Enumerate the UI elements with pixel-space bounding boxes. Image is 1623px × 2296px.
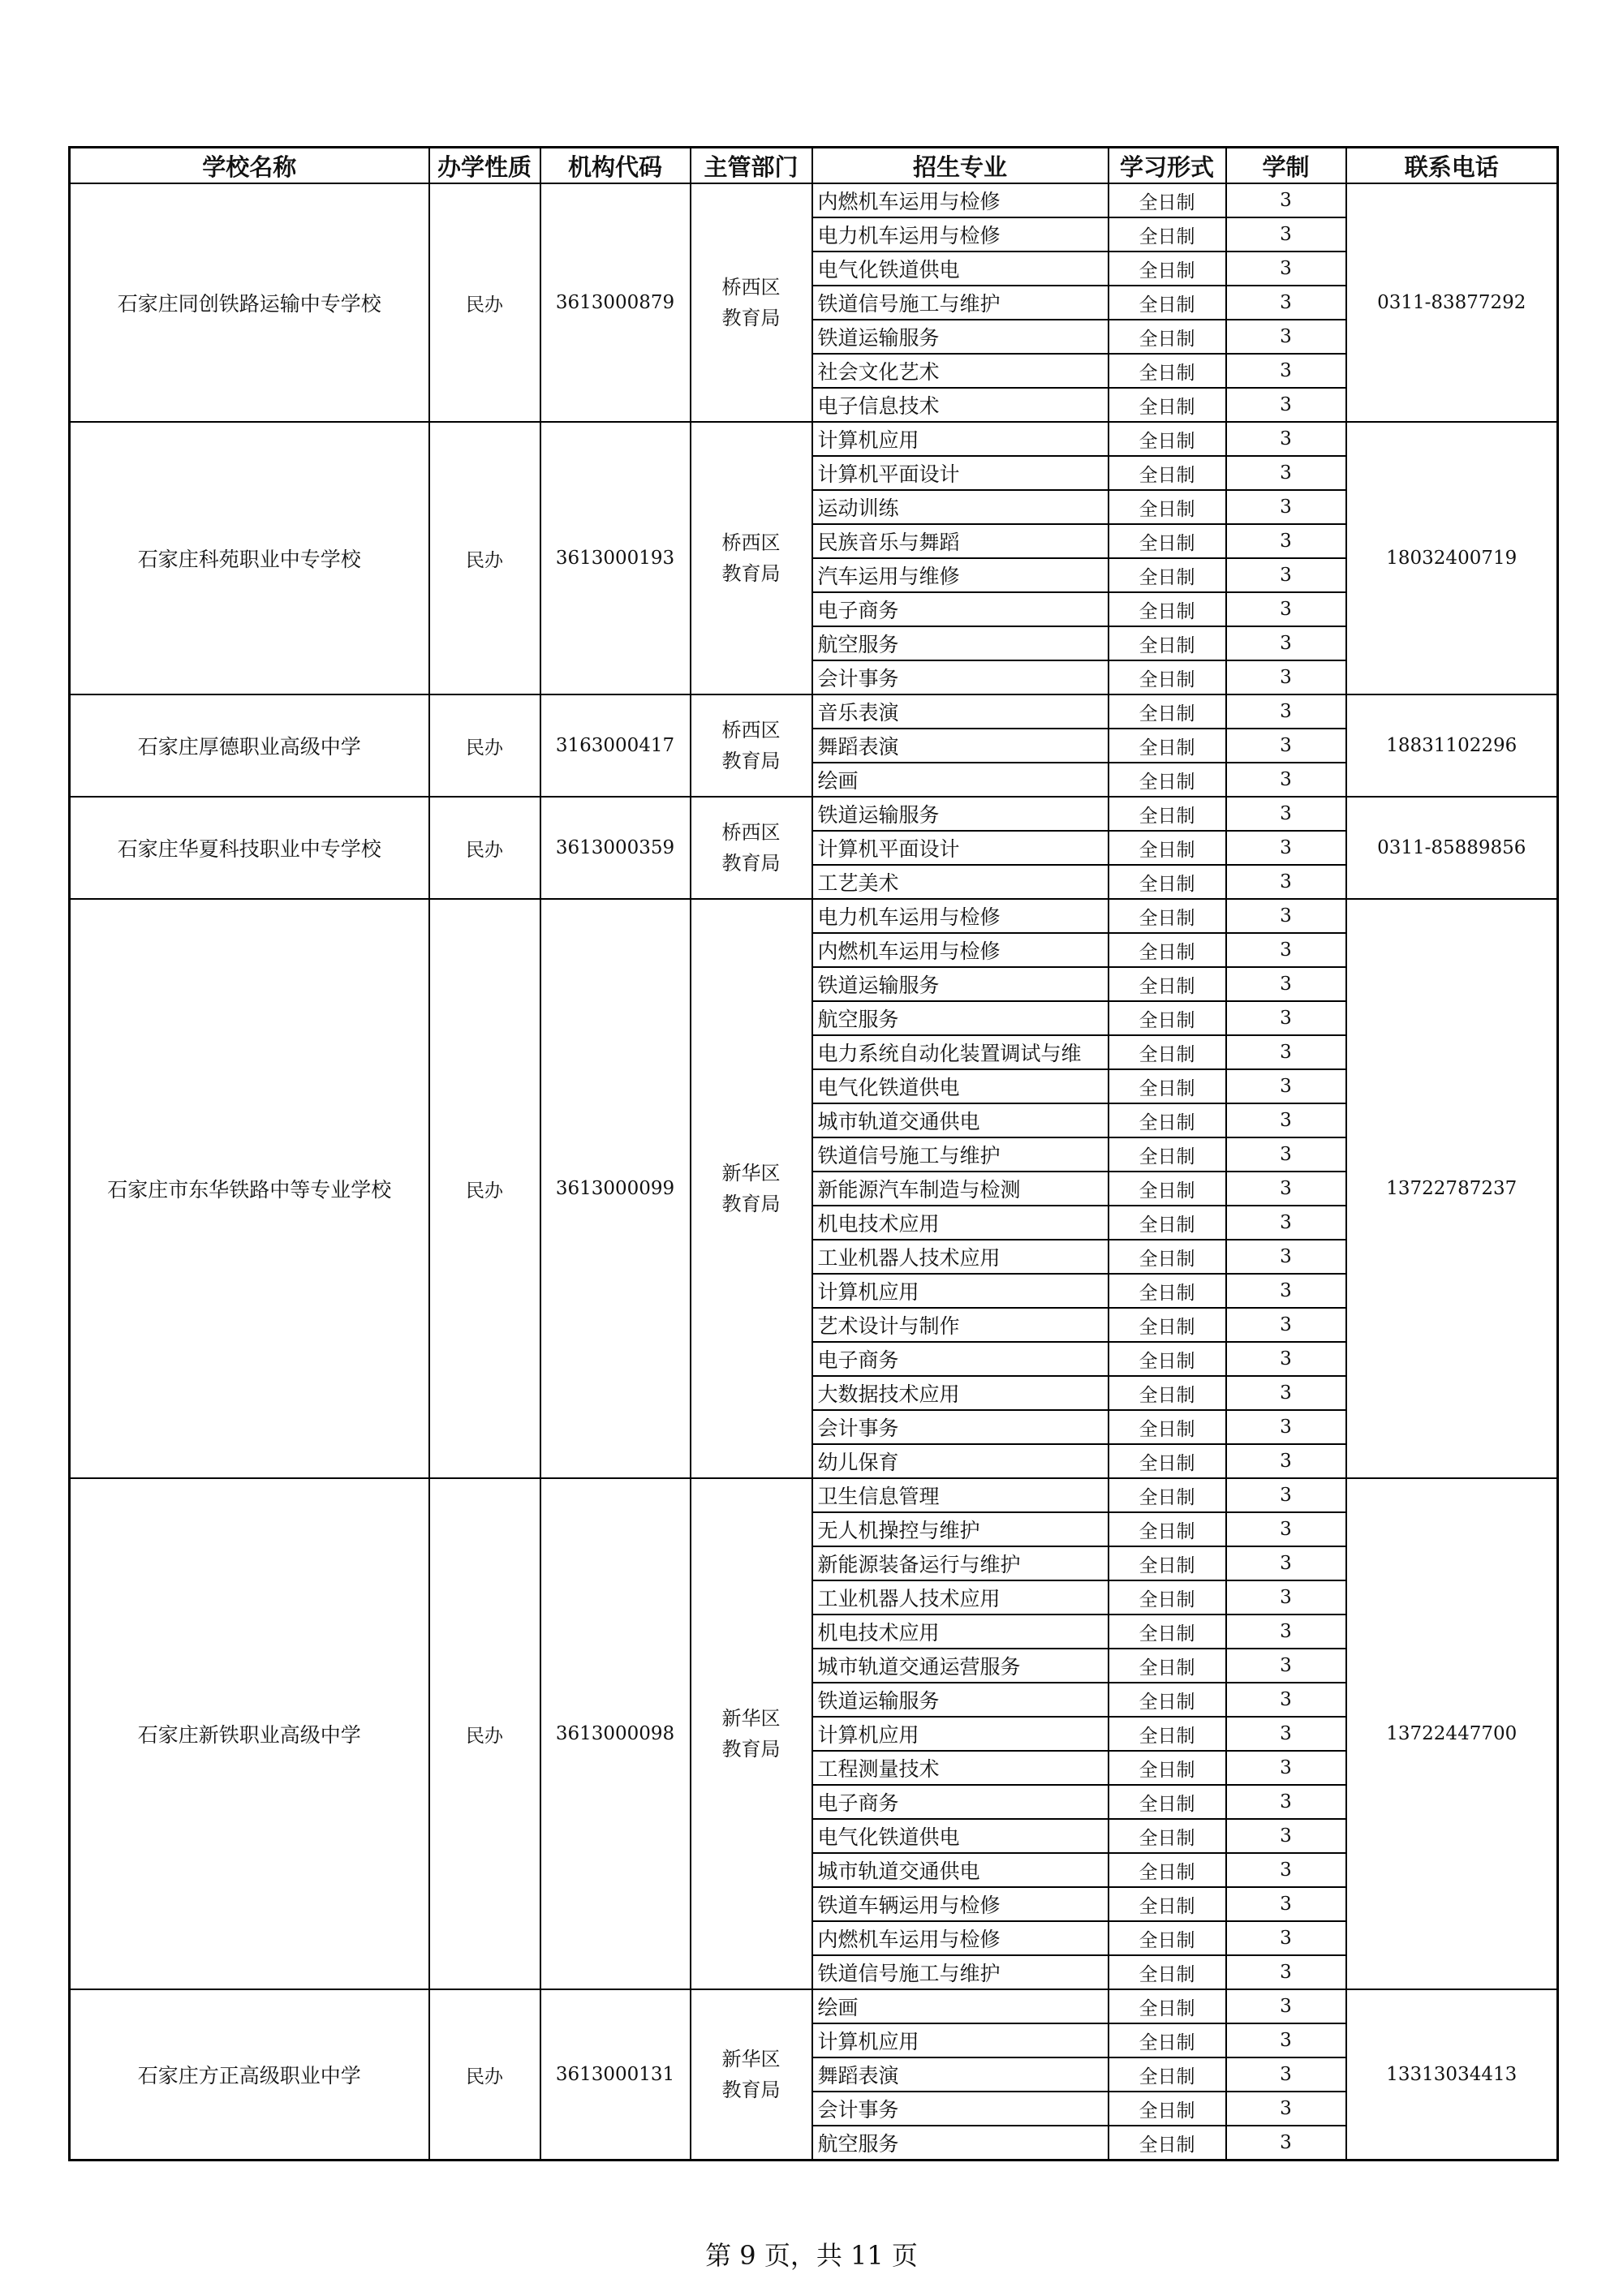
form-cell: 全日制 (1109, 217, 1226, 252)
years-cell: 3 (1226, 1921, 1346, 1955)
major-cell: 城市轨道交通供电 (812, 1103, 1109, 1137)
form-cell: 全日制 (1109, 1172, 1226, 1206)
school-name-cell: 石家庄科苑职业中专学校 (70, 422, 429, 694)
enrollment-table (68, 146, 1559, 2161)
school-name-cell: 石家庄同创铁路运输中专学校 (70, 183, 429, 422)
form-cell: 全日制 (1109, 865, 1226, 899)
years-cell: 3 (1226, 592, 1346, 626)
years-cell: 3 (1226, 1308, 1346, 1342)
years-cell: 3 (1226, 933, 1346, 967)
years-cell: 3 (1226, 320, 1346, 354)
years-cell: 3 (1226, 1035, 1346, 1069)
major-cell: 会计事务 (812, 2092, 1109, 2126)
years-cell: 3 (1226, 1069, 1346, 1103)
form-cell: 全日制 (1109, 558, 1226, 592)
form-cell: 全日制 (1109, 967, 1226, 1001)
major-cell: 电力系统自动化装置调试与维 (812, 1035, 1109, 1069)
years-cell: 3 (1226, 1785, 1346, 1819)
form-cell: 全日制 (1109, 2057, 1226, 2092)
nature-cell: 民办 (429, 899, 540, 1478)
years-cell: 3 (1226, 490, 1346, 524)
major-cell: 工业机器人技术应用 (812, 1240, 1109, 1274)
years-cell: 3 (1226, 831, 1346, 865)
years-cell: 3 (1226, 1410, 1346, 1444)
form-cell: 全日制 (1109, 831, 1226, 865)
years-cell: 3 (1226, 1887, 1346, 1921)
phone-cell: 0311-83877292 (1346, 183, 1558, 422)
years-cell: 3 (1226, 2126, 1346, 2161)
major-cell: 电力机车运用与检修 (812, 899, 1109, 933)
form-cell: 全日制 (1109, 2126, 1226, 2161)
form-cell: 全日制 (1109, 286, 1226, 320)
major-cell: 铁道信号施工与维护 (812, 1955, 1109, 1989)
major-cell: 机电技术应用 (812, 1615, 1109, 1649)
years-cell: 3 (1226, 1172, 1346, 1206)
table-row (70, 1989, 1558, 2023)
phone-cell: 18831102296 (1346, 694, 1558, 797)
major-cell: 计算机应用 (812, 1717, 1109, 1751)
code-cell: 3613000098 (540, 1478, 691, 1989)
major-cell: 航空服务 (812, 1001, 1109, 1035)
years-cell: 3 (1226, 422, 1346, 456)
major-cell: 计算机应用 (812, 2023, 1109, 2057)
dept-cell: 桥西区 教育局 (691, 183, 812, 422)
years-cell: 3 (1226, 1615, 1346, 1649)
form-cell: 全日制 (1109, 694, 1226, 729)
major-cell: 铁道车辆运用与检修 (812, 1887, 1109, 1921)
header-dept: 主管部门 (691, 148, 812, 184)
years-cell: 3 (1226, 1819, 1346, 1853)
nature-cell: 民办 (429, 1989, 540, 2161)
dept-cell: 新华区 教育局 (691, 1478, 812, 1989)
major-cell: 新能源装备运行与维护 (812, 1546, 1109, 1580)
years-cell: 3 (1226, 252, 1346, 286)
form-cell: 全日制 (1109, 490, 1226, 524)
years-cell: 3 (1226, 729, 1346, 763)
years-cell: 3 (1226, 899, 1346, 933)
header-major: 招生专业 (812, 148, 1109, 184)
form-cell: 全日制 (1109, 252, 1226, 286)
form-cell: 全日制 (1109, 1035, 1226, 1069)
form-cell: 全日制 (1109, 354, 1226, 388)
years-cell: 3 (1226, 1649, 1346, 1683)
major-cell: 城市轨道交通供电 (812, 1853, 1109, 1887)
major-cell: 绘画 (812, 1989, 1109, 2023)
table-row (70, 899, 1558, 933)
years-cell: 3 (1226, 1240, 1346, 1274)
major-cell: 电子商务 (812, 1342, 1109, 1376)
form-cell: 全日制 (1109, 626, 1226, 660)
form-cell: 全日制 (1109, 1649, 1226, 1683)
header-row (70, 148, 1558, 184)
major-cell: 内燃机车运用与检修 (812, 183, 1109, 217)
major-cell: 舞蹈表演 (812, 2057, 1109, 2092)
major-cell: 铁道信号施工与维护 (812, 1137, 1109, 1172)
form-cell: 全日制 (1109, 1785, 1226, 1819)
years-cell: 3 (1226, 967, 1346, 1001)
years-cell: 3 (1226, 388, 1346, 422)
major-cell: 城市轨道交通运营服务 (812, 1649, 1109, 1683)
years-cell: 3 (1226, 1546, 1346, 1580)
major-cell: 计算机应用 (812, 1274, 1109, 1308)
form-cell: 全日制 (1109, 1206, 1226, 1240)
years-cell: 3 (1226, 1989, 1346, 2023)
header-code: 机构代码 (540, 148, 691, 184)
major-cell: 铁道运输服务 (812, 320, 1109, 354)
form-cell: 全日制 (1109, 1512, 1226, 1546)
form-cell: 全日制 (1109, 1410, 1226, 1444)
major-cell: 无人机操控与维护 (812, 1512, 1109, 1546)
years-cell: 3 (1226, 694, 1346, 729)
nature-cell: 民办 (429, 797, 540, 899)
phone-cell: 13722787237 (1346, 899, 1558, 1478)
table-row (70, 1478, 1558, 1512)
code-cell: 3613000099 (540, 899, 691, 1478)
header-nature: 办学性质 (429, 148, 540, 184)
years-cell: 3 (1226, 1955, 1346, 1989)
form-cell: 全日制 (1109, 1853, 1226, 1887)
code-cell: 3613000193 (540, 422, 691, 694)
phone-cell: 13313034413 (1346, 1989, 1558, 2161)
dept-cell: 桥西区 教育局 (691, 694, 812, 797)
form-cell: 全日制 (1109, 1580, 1226, 1615)
years-cell: 3 (1226, 2057, 1346, 2092)
form-cell: 全日制 (1109, 1308, 1226, 1342)
years-cell: 3 (1226, 2092, 1346, 2126)
major-cell: 音乐表演 (812, 694, 1109, 729)
major-cell: 计算机平面设计 (812, 831, 1109, 865)
form-cell: 全日制 (1109, 797, 1226, 831)
years-cell: 3 (1226, 558, 1346, 592)
major-cell: 社会文化艺术 (812, 354, 1109, 388)
form-cell: 全日制 (1109, 1717, 1226, 1751)
phone-cell: 0311-85889856 (1346, 797, 1558, 899)
table-row (70, 422, 1558, 456)
years-cell: 3 (1226, 2023, 1346, 2057)
years-cell: 3 (1226, 1103, 1346, 1137)
major-cell: 新能源汽车制造与检测 (812, 1172, 1109, 1206)
major-cell: 电气化铁道供电 (812, 252, 1109, 286)
code-cell: 3613000359 (540, 797, 691, 899)
major-cell: 舞蹈表演 (812, 729, 1109, 763)
table-row (70, 797, 1558, 831)
form-cell: 全日制 (1109, 1887, 1226, 1921)
years-cell: 3 (1226, 1001, 1346, 1035)
form-cell: 全日制 (1109, 1683, 1226, 1717)
major-cell: 工程测量技术 (812, 1751, 1109, 1785)
form-cell: 全日制 (1109, 320, 1226, 354)
nature-cell: 民办 (429, 422, 540, 694)
form-cell: 全日制 (1109, 933, 1226, 967)
form-cell: 全日制 (1109, 1478, 1226, 1512)
dept-cell: 桥西区 教育局 (691, 797, 812, 899)
phone-cell: 13722447700 (1346, 1478, 1558, 1989)
form-cell: 全日制 (1109, 660, 1226, 694)
major-cell: 电子商务 (812, 1785, 1109, 1819)
major-cell: 工业机器人技术应用 (812, 1580, 1109, 1615)
major-cell: 电子信息技术 (812, 388, 1109, 422)
form-cell: 全日制 (1109, 422, 1226, 456)
school-name-cell: 石家庄厚德职业高级中学 (70, 694, 429, 797)
years-cell: 3 (1226, 763, 1346, 797)
page-footer: 第 9 页，共 11 页 (705, 2240, 918, 2271)
major-cell: 内燃机车运用与检修 (812, 933, 1109, 967)
dept-cell: 新华区 教育局 (691, 1989, 812, 2161)
major-cell: 幼儿保育 (812, 1444, 1109, 1478)
form-cell: 全日制 (1109, 899, 1226, 933)
major-cell: 会计事务 (812, 660, 1109, 694)
code-cell: 3613000879 (540, 183, 691, 422)
major-cell: 航空服务 (812, 626, 1109, 660)
years-cell: 3 (1226, 183, 1346, 217)
form-cell: 全日制 (1109, 1376, 1226, 1410)
years-cell: 3 (1226, 354, 1346, 388)
major-cell: 电气化铁道供电 (812, 1069, 1109, 1103)
form-cell: 全日制 (1109, 1274, 1226, 1308)
form-cell: 全日制 (1109, 1342, 1226, 1376)
major-cell: 卫生信息管理 (812, 1478, 1109, 1512)
major-cell: 航空服务 (812, 2126, 1109, 2161)
major-cell: 铁道信号施工与维护 (812, 286, 1109, 320)
years-cell: 3 (1226, 524, 1346, 558)
form-cell: 全日制 (1109, 183, 1226, 217)
phone-cell: 18032400719 (1346, 422, 1558, 694)
major-cell: 机电技术应用 (812, 1206, 1109, 1240)
form-cell: 全日制 (1109, 1615, 1226, 1649)
form-cell: 全日制 (1109, 1989, 1226, 2023)
form-cell: 全日制 (1109, 2023, 1226, 2057)
dept-cell: 桥西区 教育局 (691, 422, 812, 694)
major-cell: 铁道运输服务 (812, 967, 1109, 1001)
years-cell: 3 (1226, 1137, 1346, 1172)
years-cell: 3 (1226, 286, 1346, 320)
years-cell: 3 (1226, 1444, 1346, 1478)
major-cell: 运动训练 (812, 490, 1109, 524)
header-form: 学习形式 (1109, 148, 1226, 184)
form-cell: 全日制 (1109, 1103, 1226, 1137)
table-row (70, 183, 1558, 217)
nature-cell: 民办 (429, 183, 540, 422)
years-cell: 3 (1226, 1512, 1346, 1546)
years-cell: 3 (1226, 1580, 1346, 1615)
years-cell: 3 (1226, 1274, 1346, 1308)
form-cell: 全日制 (1109, 1001, 1226, 1035)
form-cell: 全日制 (1109, 1955, 1226, 1989)
major-cell: 铁道运输服务 (812, 797, 1109, 831)
major-cell: 电力机车运用与检修 (812, 217, 1109, 252)
years-cell: 3 (1226, 660, 1346, 694)
years-cell: 3 (1226, 456, 1346, 490)
years-cell: 3 (1226, 865, 1346, 899)
years-cell: 3 (1226, 797, 1346, 831)
major-cell: 汽车运用与维修 (812, 558, 1109, 592)
major-cell: 民族音乐与舞蹈 (812, 524, 1109, 558)
years-cell: 3 (1226, 1717, 1346, 1751)
form-cell: 全日制 (1109, 1546, 1226, 1580)
years-cell: 3 (1226, 1478, 1346, 1512)
form-cell: 全日制 (1109, 763, 1226, 797)
years-cell: 3 (1226, 1853, 1346, 1887)
years-cell: 3 (1226, 1376, 1346, 1410)
form-cell: 全日制 (1109, 1819, 1226, 1853)
form-cell: 全日制 (1109, 388, 1226, 422)
form-cell: 全日制 (1109, 524, 1226, 558)
form-cell: 全日制 (1109, 1240, 1226, 1274)
major-cell: 内燃机车运用与检修 (812, 1921, 1109, 1955)
dept-cell: 新华区 教育局 (691, 899, 812, 1478)
major-cell: 计算机应用 (812, 422, 1109, 456)
nature-cell: 民办 (429, 1478, 540, 1989)
school-name-cell: 石家庄市东华铁路中等专业学校 (70, 899, 429, 1478)
header-phone: 联系电话 (1346, 148, 1558, 184)
code-cell: 3163000417 (540, 694, 691, 797)
school-name-cell: 石家庄方正高级职业中学 (70, 1989, 429, 2161)
years-cell: 3 (1226, 1342, 1346, 1376)
form-cell: 全日制 (1109, 1751, 1226, 1785)
major-cell: 计算机平面设计 (812, 456, 1109, 490)
form-cell: 全日制 (1109, 1921, 1226, 1955)
major-cell: 电气化铁道供电 (812, 1819, 1109, 1853)
years-cell: 3 (1226, 1751, 1346, 1785)
major-cell: 艺术设计与制作 (812, 1308, 1109, 1342)
years-cell: 3 (1226, 1206, 1346, 1240)
major-cell: 绘画 (812, 763, 1109, 797)
years-cell: 3 (1226, 217, 1346, 252)
form-cell: 全日制 (1109, 592, 1226, 626)
major-cell: 大数据技术应用 (812, 1376, 1109, 1410)
school-name-cell: 石家庄新铁职业高级中学 (70, 1478, 429, 1989)
table-row (70, 694, 1558, 729)
major-cell: 工艺美术 (812, 865, 1109, 899)
major-cell: 会计事务 (812, 1410, 1109, 1444)
major-cell: 电子商务 (812, 592, 1109, 626)
major-cell: 铁道运输服务 (812, 1683, 1109, 1717)
school-name-cell: 石家庄华夏科技职业中专学校 (70, 797, 429, 899)
nature-cell: 民办 (429, 694, 540, 797)
form-cell: 全日制 (1109, 1137, 1226, 1172)
header-school: 学校名称 (70, 148, 429, 184)
form-cell: 全日制 (1109, 1444, 1226, 1478)
form-cell: 全日制 (1109, 456, 1226, 490)
code-cell: 3613000131 (540, 1989, 691, 2161)
years-cell: 3 (1226, 1683, 1346, 1717)
form-cell: 全日制 (1109, 729, 1226, 763)
header-years: 学制 (1226, 148, 1346, 184)
years-cell: 3 (1226, 626, 1346, 660)
form-cell: 全日制 (1109, 2092, 1226, 2126)
form-cell: 全日制 (1109, 1069, 1226, 1103)
